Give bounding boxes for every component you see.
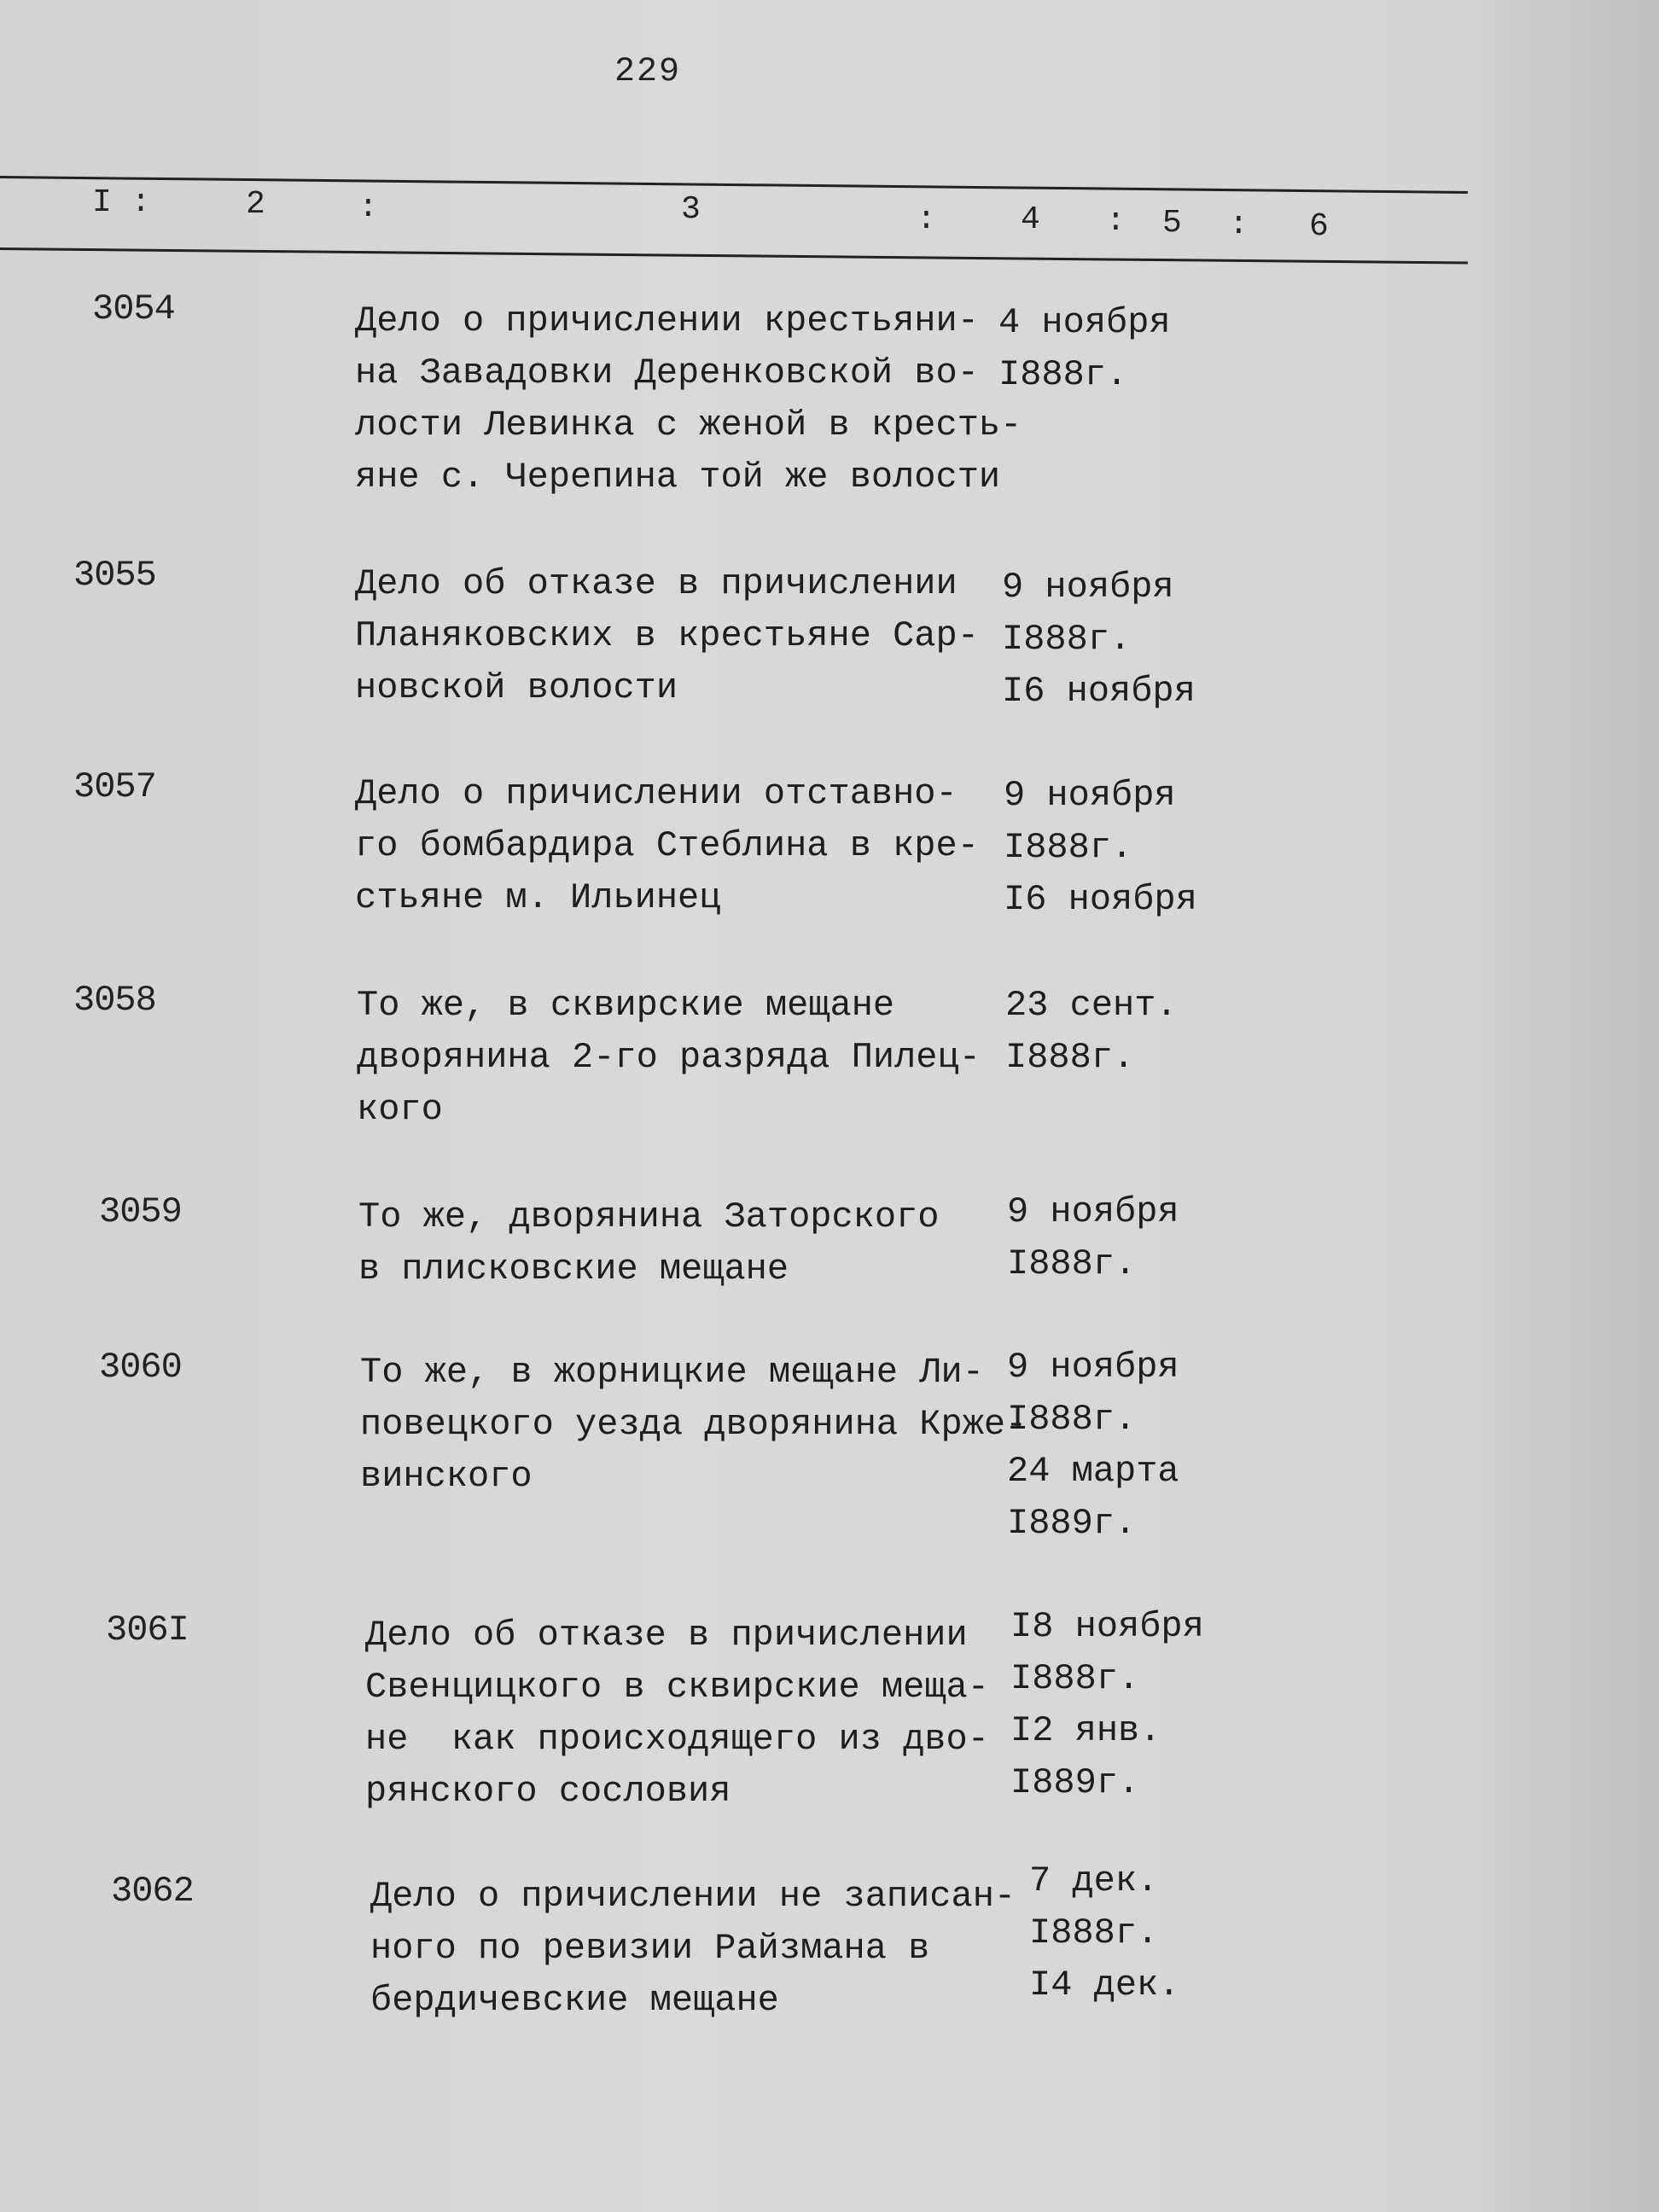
entry-number: 306I xyxy=(106,1610,189,1650)
entry-dates xyxy=(1002,562,1196,718)
desc-line: не как происходящего из дво- xyxy=(365,1719,989,1760)
date-line: 24 марта xyxy=(1007,1451,1179,1492)
entry-description xyxy=(355,295,1022,504)
page-number: 229 xyxy=(614,53,682,91)
desc-line: винского xyxy=(360,1456,533,1497)
entry-dates xyxy=(1010,1601,1204,1809)
entry-dates xyxy=(1007,1186,1179,1290)
date-line: 9 ноября xyxy=(1007,1347,1179,1388)
date-line: I888г. xyxy=(1010,1658,1140,1699)
desc-line: дворянина 2-го разряда Пилец- xyxy=(357,1037,981,1078)
header-col-2: 2 xyxy=(246,186,265,223)
entry-description xyxy=(355,768,979,924)
date-line: I6 ноября xyxy=(1004,879,1197,920)
desc-line: Дело об отказе в причислении xyxy=(365,1615,968,1656)
entry-description xyxy=(357,980,981,1136)
date-line: I888г. xyxy=(1007,1399,1137,1440)
date-line: 9 ноября xyxy=(1007,1191,1179,1232)
desc-line: То же, в жорницкие мещане Ли- xyxy=(360,1352,984,1393)
entry-number: 3055 xyxy=(73,555,156,596)
desc-line: новской волости xyxy=(355,667,678,708)
desc-line: на Завадовки Деренковской во- xyxy=(355,352,979,393)
entry-number: 3059 xyxy=(99,1191,182,1232)
desc-line: То же, в сквирские мещане xyxy=(357,985,895,1026)
date-line: 23 сент. xyxy=(1005,985,1178,1026)
header-col-3: 3 xyxy=(681,191,701,228)
desc-line: кого xyxy=(357,1089,443,1130)
date-line: 9 ноября xyxy=(1002,567,1174,608)
date-line: I6 ноября xyxy=(1002,671,1196,712)
desc-line: стьяне м. Ильинец xyxy=(355,877,721,918)
header-col-4: 4 xyxy=(1021,201,1040,238)
entry-dates xyxy=(1029,1855,1179,2011)
desc-line: Дело о причислении крестьяни- xyxy=(355,300,979,341)
desc-line: повецкого уезда дворянина Крже- xyxy=(360,1404,1027,1445)
header-sep-2: : xyxy=(917,201,936,238)
header-col-1: I : xyxy=(92,184,151,221)
desc-line: Дело об отказе в причислении xyxy=(355,563,958,604)
date-line: 9 ноября xyxy=(1004,775,1176,816)
entry-dates xyxy=(1005,980,1178,1084)
desc-line: ного по ревизии Райзмана в xyxy=(370,1928,930,1969)
date-line: I888г. xyxy=(998,354,1128,395)
date-line: I4 дек. xyxy=(1029,1965,1180,2005)
entry-number: 3062 xyxy=(111,1871,194,1912)
entry-description xyxy=(365,1610,989,1818)
entry-description xyxy=(360,1347,1027,1503)
entry-dates xyxy=(998,297,1171,401)
desc-line: Планяковских в крестьяне Сар- xyxy=(355,615,979,656)
entry-number: 3058 xyxy=(73,980,156,1021)
date-line: I888г. xyxy=(1004,827,1133,868)
desc-line: лости Левинка с женой в кресть- xyxy=(355,405,1022,445)
desc-line: бердичевские мещане xyxy=(370,1980,779,2021)
entry-description xyxy=(358,1191,940,1295)
date-line: I888г. xyxy=(1002,619,1132,660)
entry-number: 3057 xyxy=(73,766,156,807)
entry-number: 3054 xyxy=(92,288,175,329)
date-line: 4 ноября xyxy=(998,302,1171,343)
date-line: I888г. xyxy=(1029,1912,1159,1953)
entry-dates xyxy=(1004,770,1197,926)
date-line: I2 янв. xyxy=(1010,1710,1161,1751)
desc-line: Свенцицкого в сквирские меща- xyxy=(365,1667,989,1708)
desc-line: в плисковские мещане xyxy=(358,1249,789,1289)
date-line: I889г. xyxy=(1010,1762,1140,1803)
date-line: I888г. xyxy=(1005,1037,1135,1078)
entry-number: 3060 xyxy=(99,1347,182,1388)
date-line: I888г. xyxy=(1007,1243,1137,1284)
date-line: I8 ноября xyxy=(1010,1606,1204,1647)
desc-line: Дело о причислении отставно- xyxy=(355,773,958,814)
desc-line: яне с. Черепина той же волости xyxy=(355,457,1001,498)
header-col-6: 6 xyxy=(1309,208,1329,245)
header-col-5: 5 xyxy=(1162,205,1182,242)
entry-description xyxy=(355,558,979,714)
desc-line: Дело о причислении не записан- xyxy=(370,1876,1016,1917)
desc-line: То же, дворянина Заторского xyxy=(358,1196,940,1237)
entry-description xyxy=(370,1871,1016,2027)
date-line: I889г. xyxy=(1007,1503,1137,1544)
entry-dates xyxy=(1007,1342,1179,1550)
header-sep-1: : xyxy=(358,189,378,226)
date-line: 7 дек. xyxy=(1029,1860,1159,1901)
desc-line: го бомбардира Стеблина в кре- xyxy=(355,825,979,866)
desc-line: рянского сословия xyxy=(365,1771,731,1812)
header-sep-4: : xyxy=(1229,207,1249,243)
header-sep-3: : xyxy=(1106,203,1126,240)
